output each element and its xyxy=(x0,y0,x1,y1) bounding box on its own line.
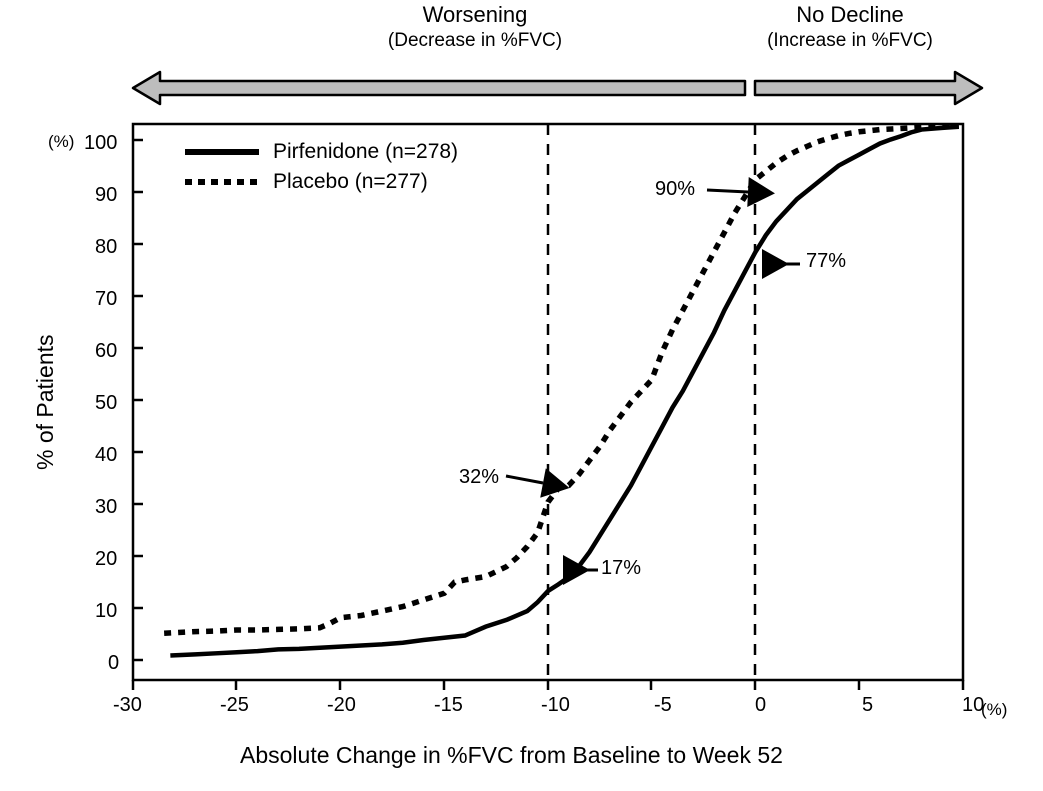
y-tick-label: 50 xyxy=(95,392,118,414)
header-no-decline-subtitle: (Increase in %FVC) xyxy=(767,30,933,51)
x-tick-label: -5 xyxy=(654,694,672,716)
x-tick-label: -15 xyxy=(434,694,463,716)
x-axis-ticks xyxy=(133,680,963,690)
y-tick-label: 70 xyxy=(95,288,118,310)
worsening-arrow-band xyxy=(133,72,745,104)
annotation-label-32: 32% xyxy=(459,466,500,488)
y-tick-label: 80 xyxy=(95,236,118,258)
y-axis-ticks xyxy=(133,140,143,660)
x-tick-label: 10 xyxy=(962,694,985,716)
annotation-label-17: 17% xyxy=(601,557,642,579)
annotation-arrow-32 xyxy=(506,476,543,483)
y-axis-title: % of Patients xyxy=(32,334,58,470)
y-tick-label: 20 xyxy=(95,548,118,570)
x-tick-label: 5 xyxy=(862,694,874,716)
y-tick-label: 30 xyxy=(95,496,118,518)
x-tick-label: 0 xyxy=(755,694,767,716)
y-tick-label: 60 xyxy=(95,340,118,362)
y-tick-label: 10 xyxy=(95,600,118,622)
y-unit-label: (%) xyxy=(48,132,75,151)
x-tick-label: -25 xyxy=(220,694,249,716)
legend-label-placebo: Placebo (n=277) xyxy=(273,170,428,193)
x-tick-label: -10 xyxy=(541,694,570,716)
y-tick-label: 100 xyxy=(84,132,118,154)
y-tick-label: 90 xyxy=(95,184,118,206)
series-line-pirfenidone xyxy=(170,127,959,656)
annotation-label-77: 77% xyxy=(806,250,847,272)
no-decline-arrow-band xyxy=(755,72,982,104)
header-no-decline-title: No Decline xyxy=(796,2,904,27)
reference-lines xyxy=(548,124,755,680)
series-line-placebo xyxy=(164,126,959,633)
y-tick-label: 0 xyxy=(108,652,120,674)
annotation-label-90: 90% xyxy=(655,178,696,200)
legend-label-pirfenidone: Pirfenidone (n=278) xyxy=(273,140,459,163)
header-worsening-subtitle: (Decrease in %FVC) xyxy=(387,30,563,51)
y-tick-label: 40 xyxy=(95,444,118,466)
x-tick-label: -30 xyxy=(113,694,142,716)
annotation-arrow-90 xyxy=(707,190,748,192)
x-axis-title: Absolute Change in %FVC from Baseline to Week 52 xyxy=(240,742,783,768)
x-unit-label: (%) xyxy=(981,700,1008,719)
x-tick-label: -20 xyxy=(327,694,356,716)
header-worsening-title: Worsening xyxy=(422,2,528,27)
